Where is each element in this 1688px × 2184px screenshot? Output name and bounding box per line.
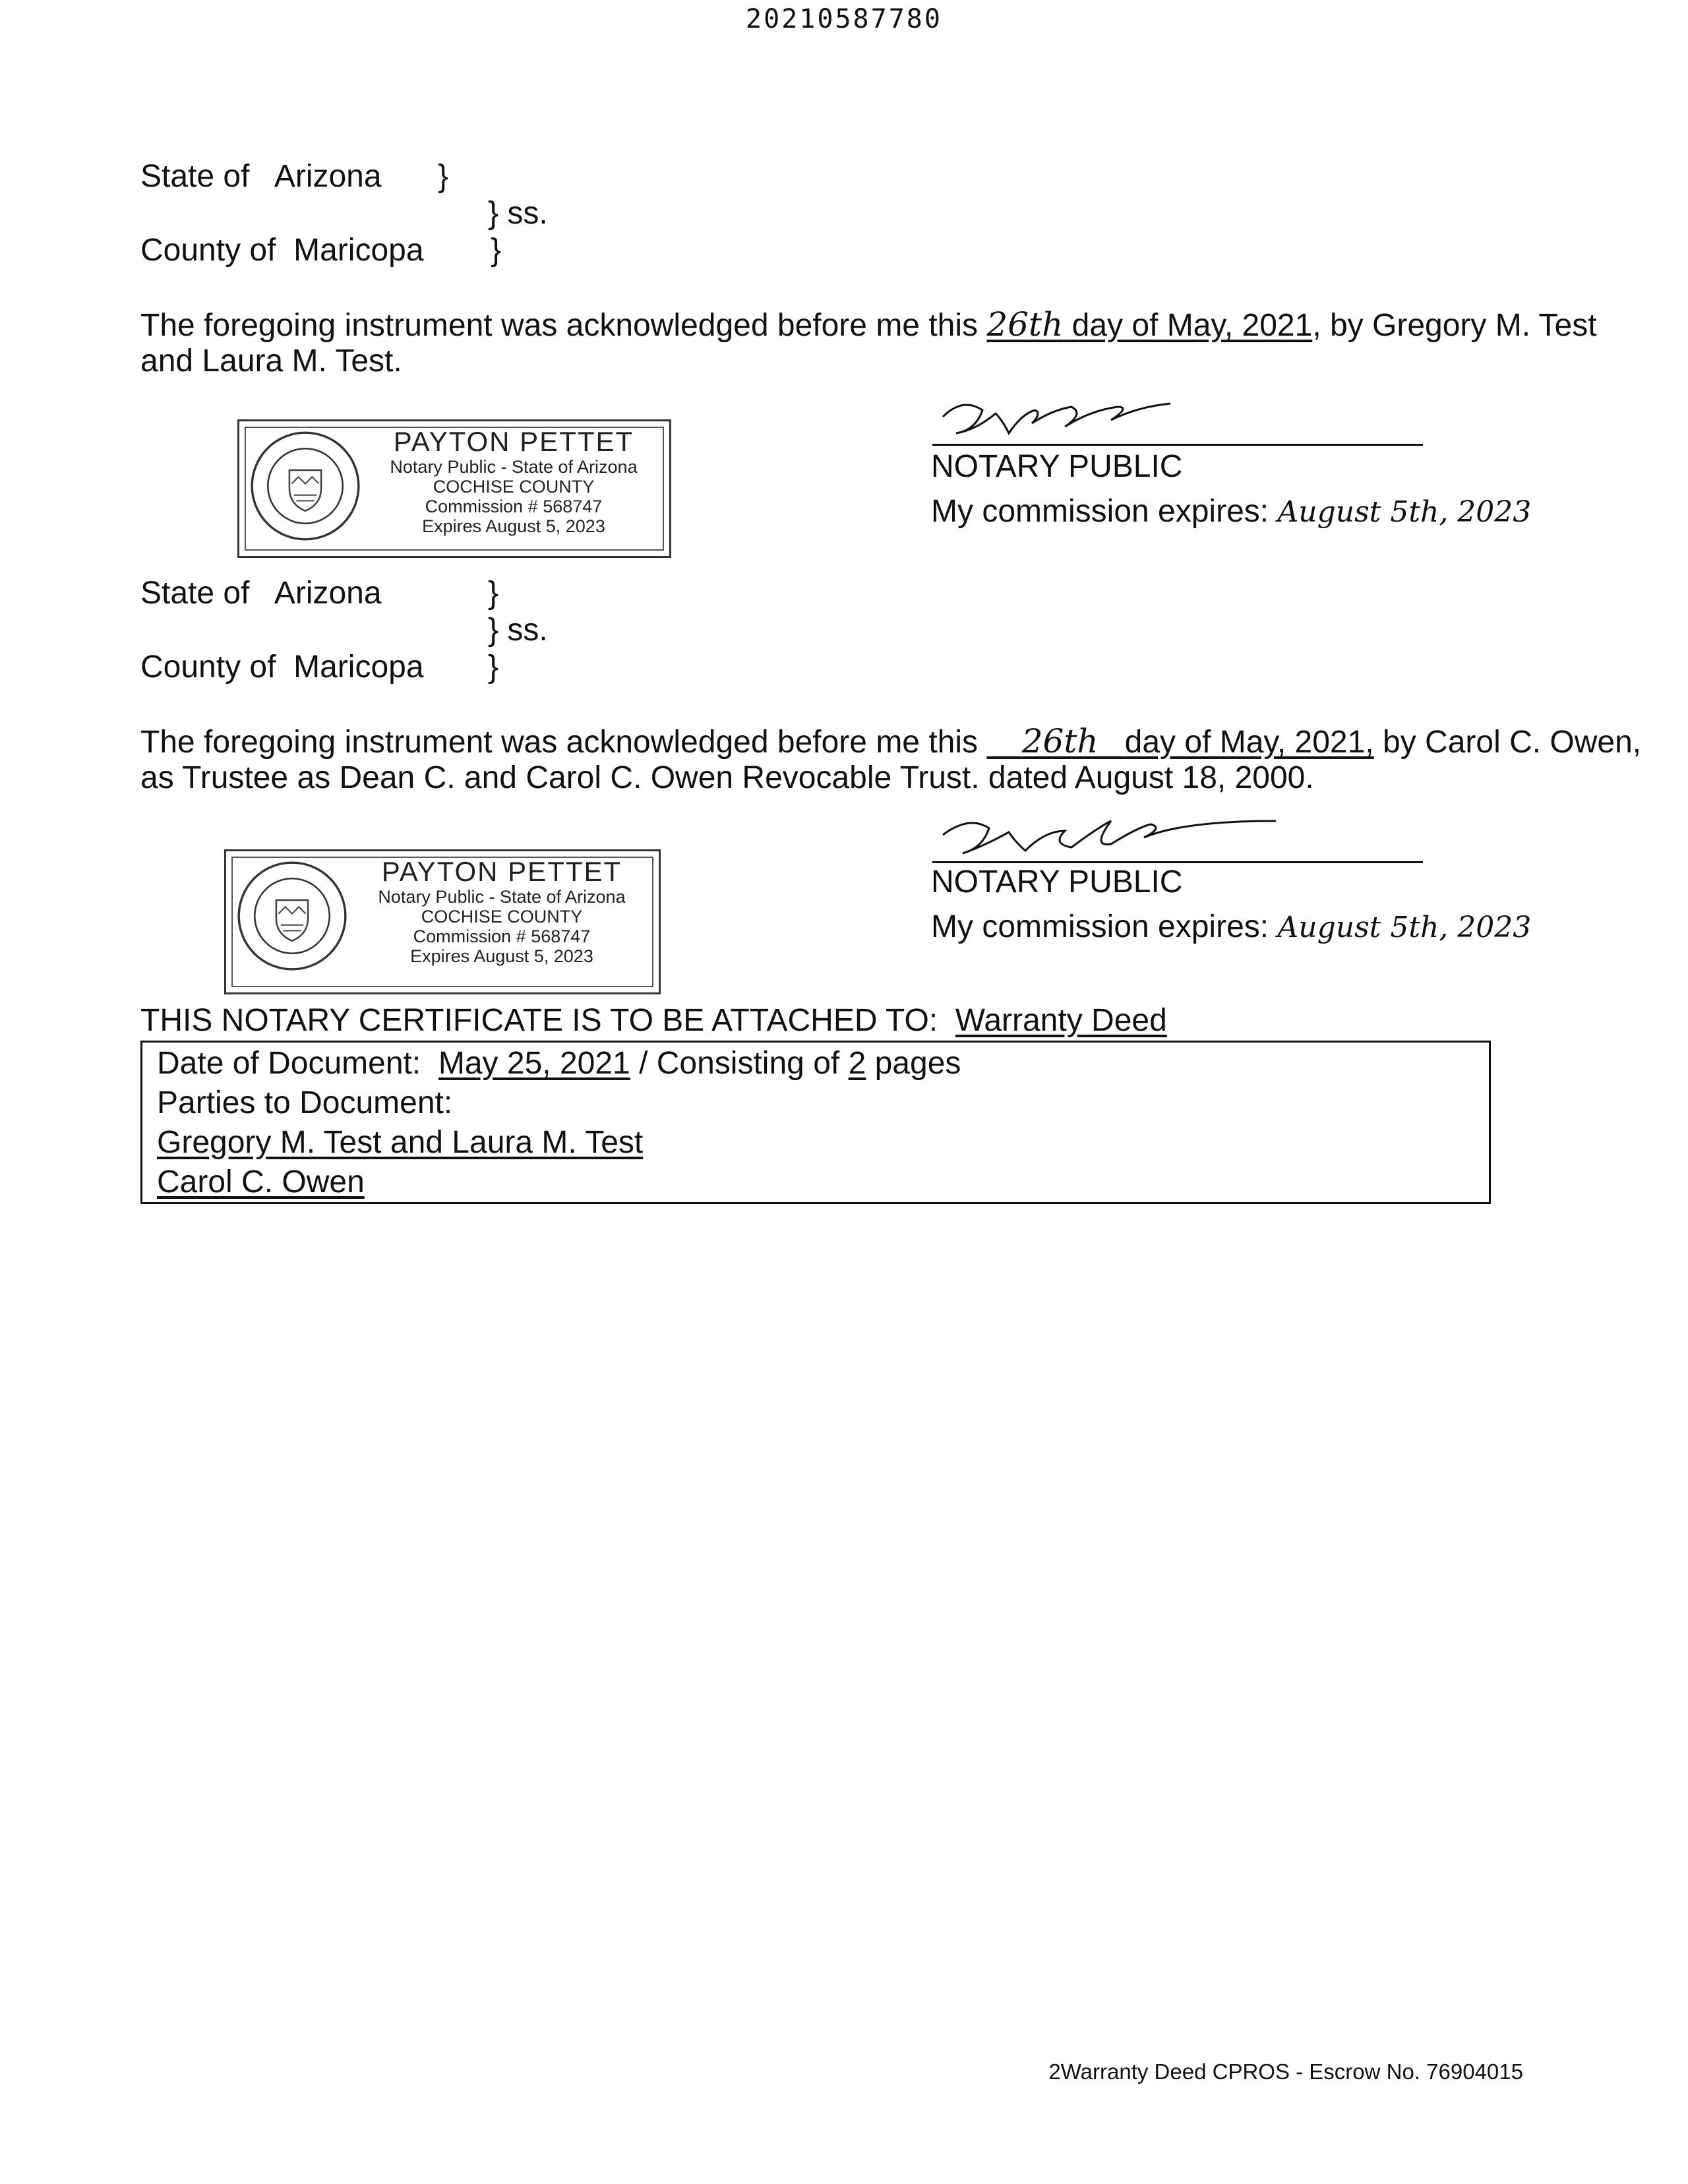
ack-parties: by Carol C. Owen, (1373, 725, 1642, 760)
state-label: State of (140, 576, 250, 611)
ss-marker: } ss. (488, 613, 548, 648)
expires-label: My commission expires: (931, 494, 1269, 529)
brace: } (491, 233, 502, 268)
page-count: 2 (848, 1046, 866, 1081)
signature-line (932, 861, 1423, 863)
document-date: May 25, 2021 (438, 1046, 630, 1081)
ack-date-underlined (986, 305, 1313, 344)
state-value: Arizona (274, 159, 382, 194)
brace: } (488, 576, 499, 611)
notary-public-title: NOTARY PUBLIC (931, 864, 1183, 899)
notary-public-title: NOTARY PUBLIC (931, 449, 1183, 484)
commission-expires-1 (931, 493, 1531, 531)
notary-signature (930, 390, 1207, 450)
ack-text: The foregoing instrument was acknowledged before me this (140, 725, 979, 760)
stamp-commission: Commission # 568747 (413, 926, 591, 946)
stamp-county: COCHISE COUNTY (433, 477, 595, 497)
county-label: County of (140, 650, 276, 684)
state-line-2 (140, 575, 382, 612)
county-value: Maricopa (293, 233, 424, 268)
notary-stamp-1 (237, 419, 671, 558)
stamp-expiry: Expires August 5, 2023 (410, 946, 593, 966)
ack-parties: , by Gregory M. Test (1312, 308, 1597, 343)
ack-statement-1-line2: and Laura M. Test. (140, 344, 402, 379)
state-label: State of (140, 159, 250, 194)
attach-doc-type: Warranty Deed (955, 1003, 1167, 1038)
document-number: 20210587780 (746, 4, 942, 34)
stamp-notary-name: PAYTON PETTET (381, 856, 622, 887)
county-value: Maricopa (293, 650, 424, 684)
date-of-document (157, 1045, 961, 1082)
handwritten-day: 26th (986, 305, 1064, 344)
consisting-text: / Consisting of (630, 1046, 849, 1081)
party-1: Gregory M. Test and Laura M. Test (157, 1125, 644, 1160)
handwritten-expiry: August 5th, 2023 (1277, 911, 1532, 944)
county-line-2 (140, 649, 424, 686)
handwritten-day: 26th (1021, 722, 1099, 760)
expires-label: My commission expires: (931, 909, 1269, 944)
ack-date: day of May, 2021, (1124, 725, 1374, 760)
attach-label: THIS NOTARY CERTIFICATE IS TO BE ATTACHED TO: (140, 1003, 938, 1038)
brace: } (488, 650, 499, 684)
party-2: Carol C. Owen (157, 1165, 365, 1199)
ack-date-underlined (986, 722, 1374, 760)
ss-marker: } ss. (488, 196, 548, 231)
stamp-expiry: Expires August 5, 2023 (422, 516, 605, 536)
ack-statement-2-line2: as Trustee as Dean C. and Carol C. Owen Revocable Trust. dated August 18, 2000. (140, 760, 1314, 795)
ack-statement-2 (140, 723, 1641, 761)
date-label: Date of Document: (157, 1046, 421, 1081)
stamp-commission: Commission # 568747 (425, 497, 603, 516)
county-label: County of (140, 233, 276, 268)
handwritten-expiry: August 5th, 2023 (1277, 495, 1532, 529)
notary-signature (930, 808, 1273, 868)
state-line-1 (140, 158, 382, 195)
county-line-1 (140, 232, 424, 269)
pages-label: pages (866, 1046, 961, 1081)
state-value: Arizona (274, 576, 382, 611)
footer-escrow: 2Warranty Deed CPROS - Escrow No. 76904015 (1048, 2059, 1523, 2084)
document-info-box (140, 1041, 1491, 1204)
commission-expires-2 (931, 909, 1531, 946)
notary-stamp-2 (224, 849, 661, 994)
state-seal-icon (235, 859, 349, 973)
brace: } (438, 159, 449, 194)
stamp-county: COCHISE COUNTY (421, 907, 583, 926)
stamp-line: Notary Public - State of Arizona (390, 457, 638, 477)
attach-heading (140, 1002, 1167, 1039)
ack-statement-1 (140, 306, 1597, 344)
signature-line (932, 444, 1423, 446)
ack-text: The foregoing instrument was acknowledged before me this (140, 308, 979, 343)
stamp-line: Notary Public - State of Arizona (378, 887, 626, 907)
ack-date: day of May, 2021 (1071, 308, 1313, 343)
parties-label: Parties to Document: (157, 1085, 453, 1120)
state-seal-icon (249, 429, 362, 543)
stamp-notary-name: PAYTON PETTET (393, 426, 634, 457)
